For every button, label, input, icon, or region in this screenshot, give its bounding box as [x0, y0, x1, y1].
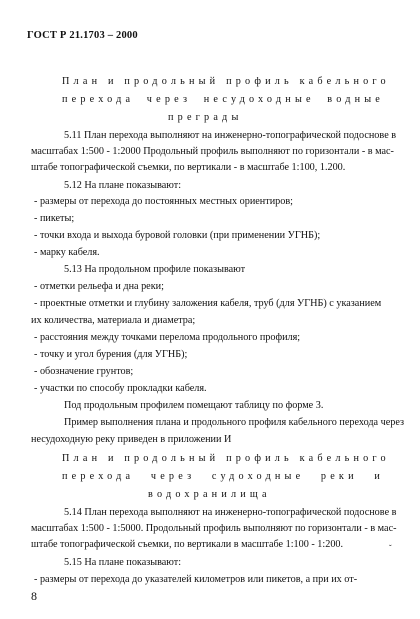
- paragraph-line: штабе топографической съемки, по вертикали - в масштабе 1:100, 1.200.: [31, 162, 346, 173]
- page-number: 8: [31, 589, 37, 603]
- paragraph-intro: 5.13 На продольном профиле показывают: [64, 264, 246, 275]
- section-title-line: перехода через несудоходные водные: [62, 94, 384, 105]
- list-item: - отметки рельефа и дна реки;: [34, 281, 164, 292]
- section-title-line: водохранилища: [148, 489, 271, 500]
- paragraph-intro: 5.12 На плане показывают:: [64, 180, 182, 191]
- paragraph-line: масштабах 1:500 - 1:5000. Продольный профиль выполняют по горизонтали - в мас-: [31, 523, 397, 534]
- section-title-line: перехода через судоходные реки и: [62, 471, 384, 482]
- list-item: - обозначение грунтов;: [34, 366, 134, 377]
- list-item: - расстояния между точками перелома продольного профиля;: [34, 332, 301, 343]
- paragraph-line: Под продольным профилем помещают таблицу по форме 3.: [64, 400, 324, 411]
- paragraph-line: Пример выполнения плана и продольного профиля кабельного перехода через: [64, 417, 405, 428]
- list-item: - участки по способу прокладки кабеля.: [34, 383, 207, 394]
- paragraph-line: 5.14 План перехода выполняют на инженерно-топографической подосновe в: [64, 507, 397, 518]
- list-item: - марку кабеля.: [34, 247, 100, 258]
- list-item: - точку и угол бурения (для УГНБ);: [34, 349, 188, 360]
- list-item-continuation: их количества, материала и диаметра;: [31, 315, 196, 326]
- list-item: - размеры от перехода до указателей километров или пикетов, а при их от-: [34, 574, 358, 585]
- paragraph-line: 5.11 План перехода выполняют на инженерно-топографической подосновe в: [64, 130, 397, 141]
- document-code-header: ГОСТ Р 21.1703 – 2000: [27, 30, 138, 41]
- list-item: - проектные отметки и глубину заложения кабеля, труб (для УГНБ) с указанием: [34, 298, 382, 309]
- list-item: - размеры от перехода до постоянных местных ориентиров;: [34, 196, 293, 207]
- list-item: - точки входа и выхода буровой головки (при применении УГНБ);: [34, 230, 321, 241]
- paragraph-line: несудоходную реку приведен в приложении И: [31, 434, 232, 445]
- list-item: - пикеты;: [34, 213, 75, 224]
- stray-mark: ˬ: [389, 537, 392, 546]
- paragraph-line: штабе топографической съемки, по вертикали в масштабе 1:100 - 1:200.: [31, 539, 344, 550]
- paragraph-line: масштабах 1:500 - 1:2000 Продольный профиль выполняют по горизонтали - в мас-: [31, 146, 394, 157]
- section-title-line: План и продольный профиль кабельного: [62, 453, 390, 464]
- section-title-line: План и продольный профиль кабельного: [62, 76, 390, 87]
- section-title-line: преграды: [168, 112, 243, 123]
- paragraph-intro: 5.15 На плане показывают:: [64, 557, 182, 568]
